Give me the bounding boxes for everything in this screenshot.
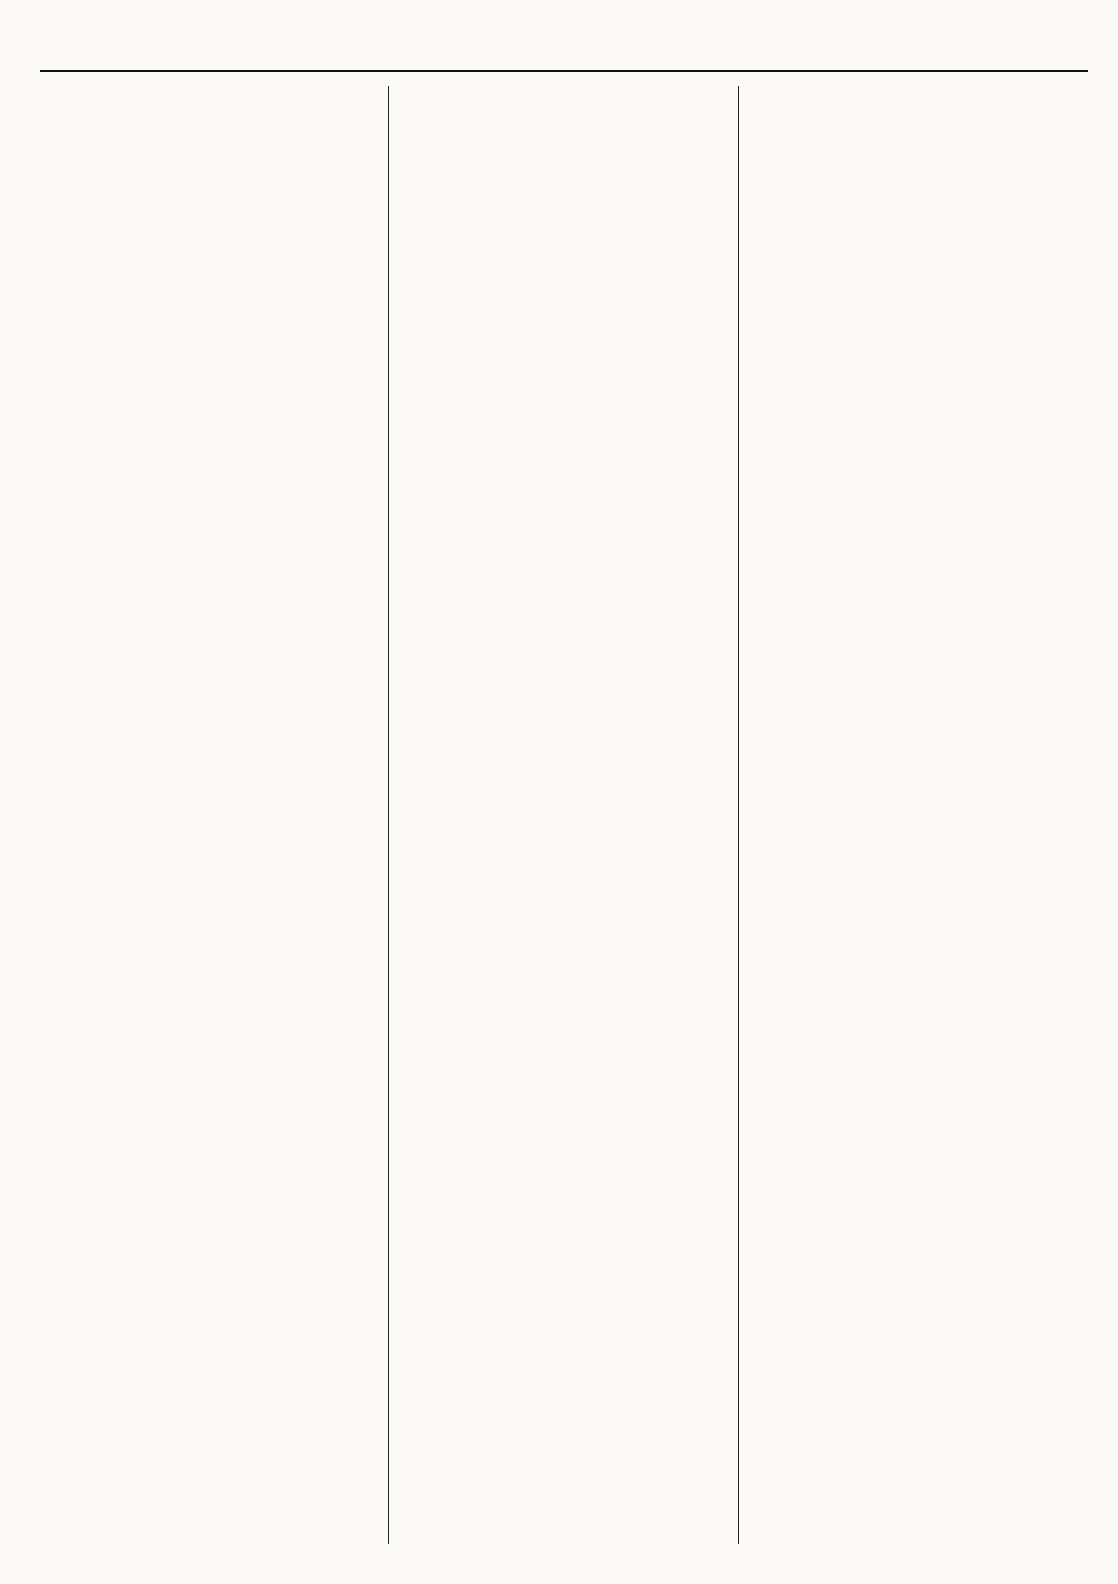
page-header [40, 34, 1088, 72]
text-columns [40, 86, 1088, 1544]
column-left [40, 86, 389, 1544]
column-right [739, 86, 1088, 1544]
column-middle [389, 86, 738, 1544]
